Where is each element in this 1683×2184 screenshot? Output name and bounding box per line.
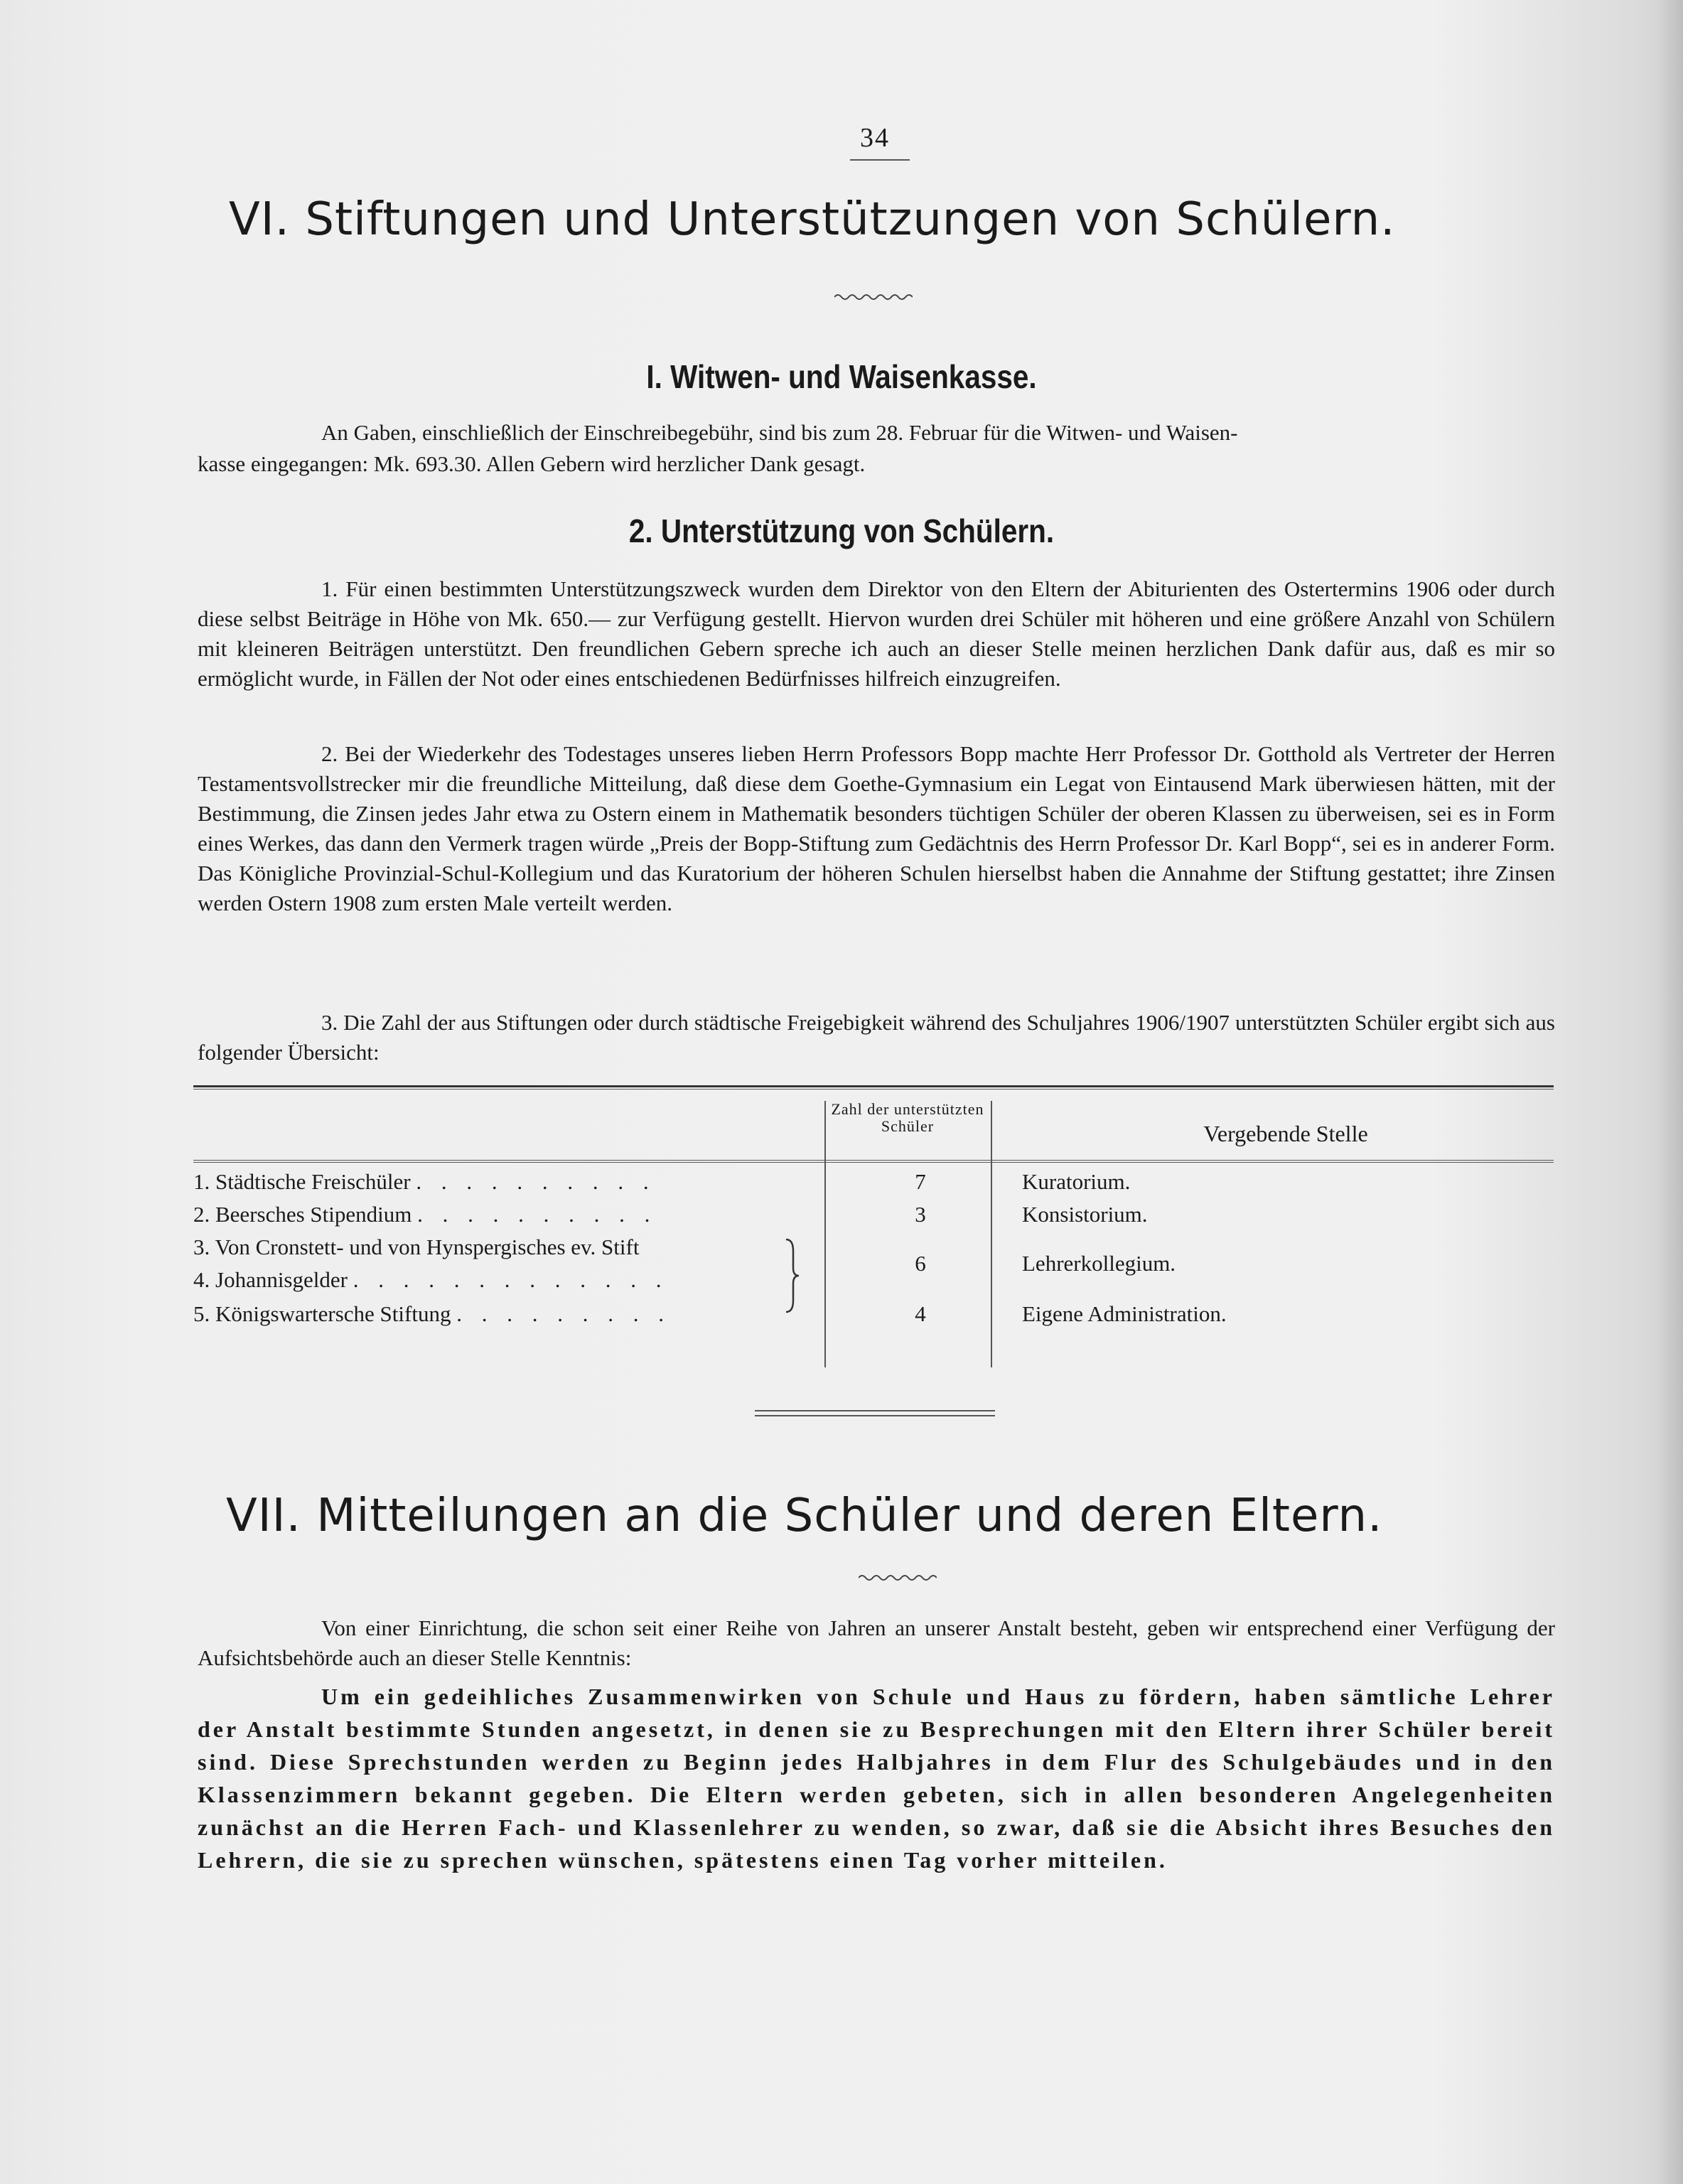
table-header-rule <box>193 1160 1554 1161</box>
table-top-rule <box>193 1085 1554 1087</box>
row-body: Kuratorium. <box>1022 1169 1131 1194</box>
row-dots: . . . . . . . . . <box>456 1301 671 1326</box>
subsection-1-line-2: kasse eingegangen: Mk. 693.30. Allen Gebern wird herzlicher Dank gesagt. <box>198 451 866 476</box>
brace-icon <box>782 1237 803 1315</box>
section-7-notice: Um ein gedeihliches Zusammenwirken von Schule und Haus zu fördern, haben sämtliche Lehrer der Anstalt bestimmte Stunden angesetzt, in denen sie zu Besprechungen mit den Eltern ihrer Schüler bereit sind. Diese Sprechstunden werden zu Beginn jedes Halbjahres in dem Flur des Schulgebäudes und in den Klassenzimmern bekannt gegeben. Die Eltern werden gebeten, sich in allen besonderen Angelegenheiten zunächst an die Herren Fach- und Klassenlehrer zu wenden, so zwar, daß sie die Absicht ihres Besuches den Lehrern, die sie zu sprechen wünschen, spätestens einen Tag vorher mitteilen. <box>198 1684 1555 1873</box>
section-7-intro: Von einer Einrichtung, die schon seit einer Reihe von Jahren an unserer Anstalt besteht, geben wir entsprechend einer Verfügung der Aufsichtsbehörde auch an dieser Stelle Kenntnis: <box>198 1615 1555 1670</box>
row-count: 7 <box>915 1169 926 1194</box>
subsection-1-line-1: An Gaben, einschließlich der Einschreibegebühr, sind bis zum 28. Februar für die Witwen- und Waisen- <box>321 420 1238 445</box>
ornament-squiggle <box>859 1574 937 1582</box>
header-body: Vergebende Stelle <box>1203 1121 1368 1146</box>
subsection-1-title: I. Witwen- und Waisenkasse. <box>646 358 1037 395</box>
row-count: 4 <box>915 1301 926 1326</box>
row-count: 3 <box>915 1202 926 1227</box>
header-count: Zahl der unterstützten Schüler <box>831 1100 984 1135</box>
table-row <box>193 1267 1554 1300</box>
row-name: 2. Beersches Stipendium <box>193 1202 412 1227</box>
separator-rule <box>755 1410 995 1411</box>
subsection-2-title: 2. Unterstützung von Schülern. <box>628 512 1055 549</box>
row-name: 5. Königswartersche Stiftung <box>193 1301 451 1326</box>
ornament-squiggle <box>834 293 913 301</box>
table-header-rule-2 <box>193 1162 1554 1163</box>
table-row <box>193 1169 1554 1202</box>
row-body: Eigene Administration. <box>1022 1301 1227 1326</box>
row-dots: . . . . . . . . . . <box>417 1202 657 1227</box>
row-name: 1. Städtische Freischüler <box>193 1169 411 1194</box>
section-6-title: VI. Stiftungen und Unterstützungen von Schülern. <box>229 193 1396 246</box>
paragraph-2: 2. Bei der Wiederkehr des Todestages unseres lieben Herrn Professors Bopp machte Herr Professor Dr. Gotthold als Vertreter der Herren Testamentsvollstrecker mir die freundliche Mitteilung, daß diese dem Goethe-Gymnasium ein Legat von Eintausend Mark überwiesen hätten, mit der Bestimmung, die Zinsen jedes Jahr etwa zu Ostern einem in Mathematik besonders tüchtigen Schüler der oberen Klassen zu überweisen, sei es in Form eines Werkes, das dann den Vermerk tragen würde „Preis der Bopp-Stiftung zum Gedächtnis des Herrn Professor Dr. Karl Bopp“, sei es in anderer Form. Das Königliche Provinzial-Schul-Kollegium und das Kuratorium der höheren Schulen hierselbst haben die Annahme der Stiftung gestattet; ihre Zinsen werden Ostern 1908 zum ersten Male verteilt werden. <box>198 741 1555 915</box>
paragraph-1: 1. Für einen bestimmten Unterstützungszweck wurden dem Direktor von den Eltern der Abiturienten des Ostertermins 1906 oder durch diese selbst Beiträge in Höhe von Mk. 650.— zur Verfügung gestellt. Hiervon wurden drei Schüler mit höheren und eine größere Anzahl von Schülern mit kleineren Beiträgen unterstützt. Den freundlichen Gebern spreche ich auch an dieser Stelle meinen herzlichen Dank dafür aus, daß es mir so ermöglicht wurde, in Fällen der Not oder eines entschiedenen Bedürfnisses hilfreich einzugreifen. <box>198 576 1555 691</box>
section-7-title: VII. Mitteilungen an die Schüler und deren Eltern. <box>226 1490 1383 1542</box>
page-edge-shadow <box>1655 0 1683 2184</box>
row-name: 3. Von Cronstett- und von Hynspergisches ev. Stift <box>193 1234 640 1259</box>
page-number-rule <box>850 159 910 161</box>
page-number: 34 <box>860 123 890 153</box>
row-body: Konsistorium. <box>1022 1202 1148 1227</box>
row-dots: . . . . . . . . . . . . . <box>353 1267 669 1292</box>
row-dots: . . . . . . . . . . <box>416 1169 656 1194</box>
row-body: Lehrerkollegium. <box>1022 1251 1176 1276</box>
separator-rule-2 <box>755 1415 995 1416</box>
row-name: 4. Johannisgelder <box>193 1267 348 1292</box>
paragraph-3: 3. Die Zahl der aus Stiftungen oder durch städtische Freigebigkeit während des Schuljahres 1906/1907 unterstützten Schüler ergibt sich aus folgender Übersicht: <box>198 1010 1555 1065</box>
table-row <box>193 1301 1554 1334</box>
table-top-rule-thin <box>193 1089 1554 1090</box>
table-row <box>193 1202 1554 1234</box>
row-count: 6 <box>915 1251 926 1276</box>
